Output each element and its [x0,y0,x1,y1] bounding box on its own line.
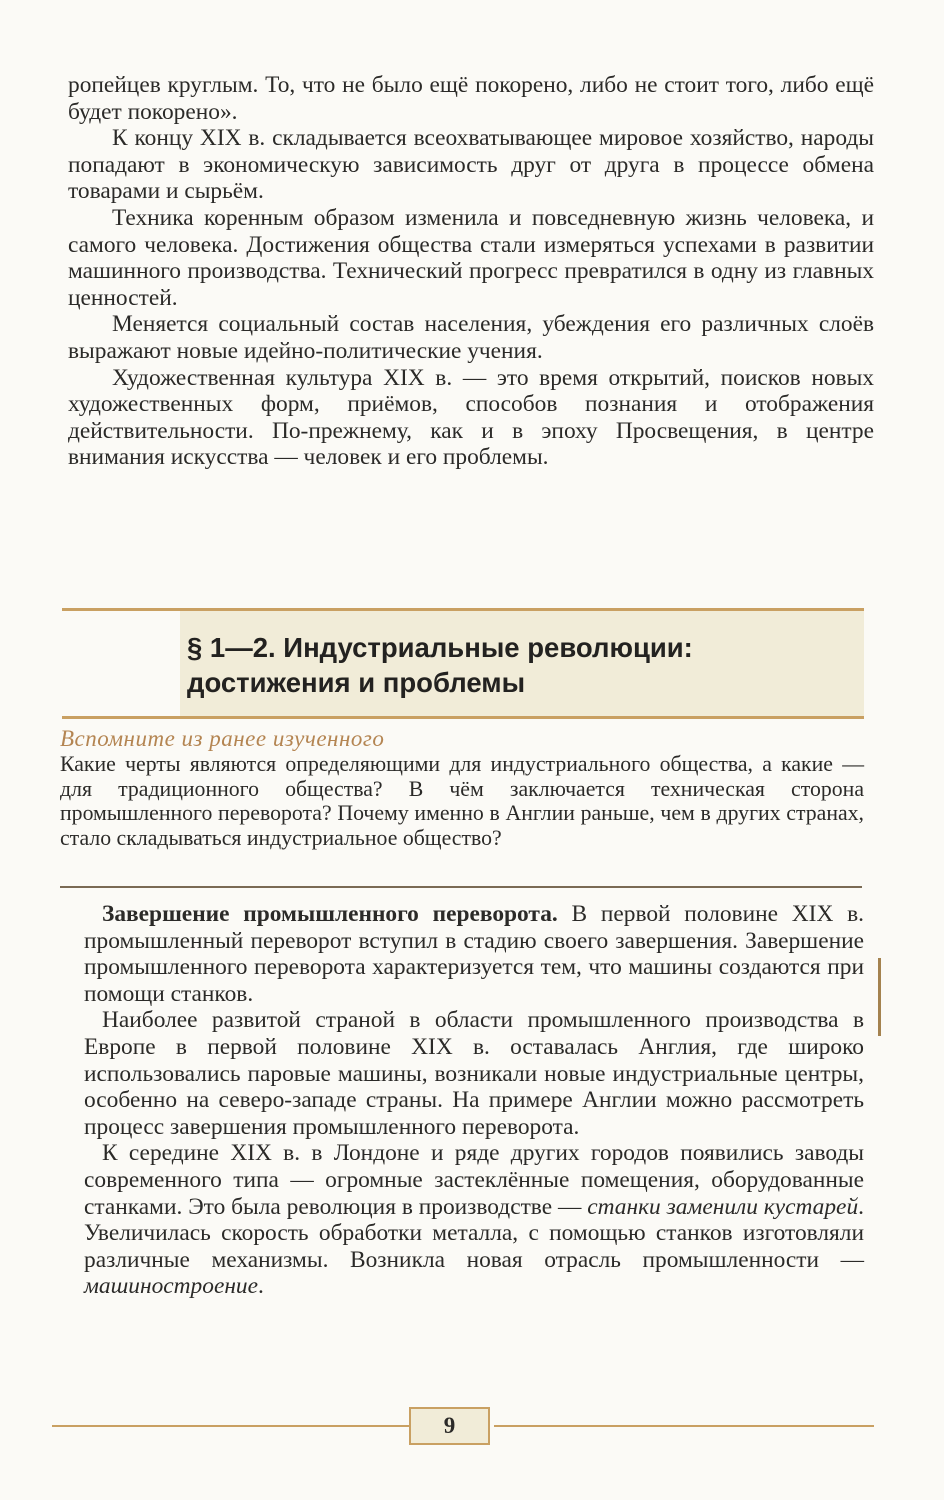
main-paragraph-3-part-a: К середине XIX в. в Лондоне и ряде других городов появились заводы современного типа — огромные застеклённые помещения, оборудованные станками. Это была революция в производстве — [84,1140,864,1220]
main-paragraph-2: Наиболее развитой страной в области промышленного производства в Европе в первой половине XIX в. оставалась Англия, где широко использовались паровые машины, возникали новые индустриальные центры, особенно на северо-западе страны. На примере Англии можно рассмотреть процесс завершения промышленного переворота. [84,1007,864,1140]
emphasis-machines-replaced: станки заменили кустарей [587,1193,859,1220]
footer-rule-right [494,1425,874,1427]
recall-questions: Какие черты являются определяющими для индустриального общества, а какие — для традиционного общества? В чём заключается техническая сторона промышленного переворота? Почему именно в Англии раньше, чем в других странах, стало складываться индустриальное общество? [60,752,864,850]
main-paragraph-1 [84,901,864,1007]
intro-paragraph-5: Художественная культура XIX в. — это время открытий, поисков новых художественных форм, приёмов, способов познания и отображения действительности. По-прежнему, как и в эпоху Просвещения, в центре внимания искусства — человек и его проблемы. [68,364,874,471]
footer-rule-left [52,1425,409,1427]
main-paragraph-3-part-c: . [258,1273,264,1300]
recall-box [60,726,864,850]
recall-bottom-rule [60,886,862,888]
intro-text [68,72,874,471]
page-number: 9 [409,1407,490,1445]
main-paragraph-1-text: В первой половине XIX в. промышленный переворот вступил в стадию своего завершения. Завершение промышленного переворота характеризуется тем, что машины создаются при помощи станков. [84,901,864,1007]
subsection-heading: Завершение промышленного переворота. [102,901,558,927]
recall-heading: Вспомните из ранее изученного [60,726,385,751]
main-paragraph-3-part-b: . Увеличилась скорость обработки металла, с помощью станков изготовляли различные механизмы. Возникла новая отрасль промышленности — [84,1193,864,1273]
margin-highlight-bar [878,958,881,1036]
intro-paragraph-4: Меняется социальный состав населения, убеждения его различных слоёв выражают новые идейно-политические учения. [68,311,874,364]
intro-paragraph-2: К концу XIX в. складывается всеохватывающее мировое хозяйство, народы попадают в экономическую зависимость друг от друга в процессе обмена товарами и сырьём. [68,125,874,205]
section-header-bottom-rule [62,716,864,719]
section-title [187,630,847,700]
emphasis-machine-building: машиностроение [84,1273,259,1300]
main-paragraph-3 [84,1140,864,1300]
section-title-line-2: достижения и проблемы [187,667,526,698]
intro-paragraph-3: Техника коренным образом изменила и повседневную жизнь человека, и самого человека. Достижения общества стали измеряться успехами в развитии машинного производства. Технический прогресс превратился в одну из главных ценностей. [68,204,874,311]
main-text [84,901,864,1300]
intro-paragraph-1: ропейцев круглым. То, что не было ещё покорено, либо не стоит того, либо ещё будет покорено». [68,72,874,125]
section-title-line-1: § 1—2. Индустриальные революции: [187,632,693,663]
